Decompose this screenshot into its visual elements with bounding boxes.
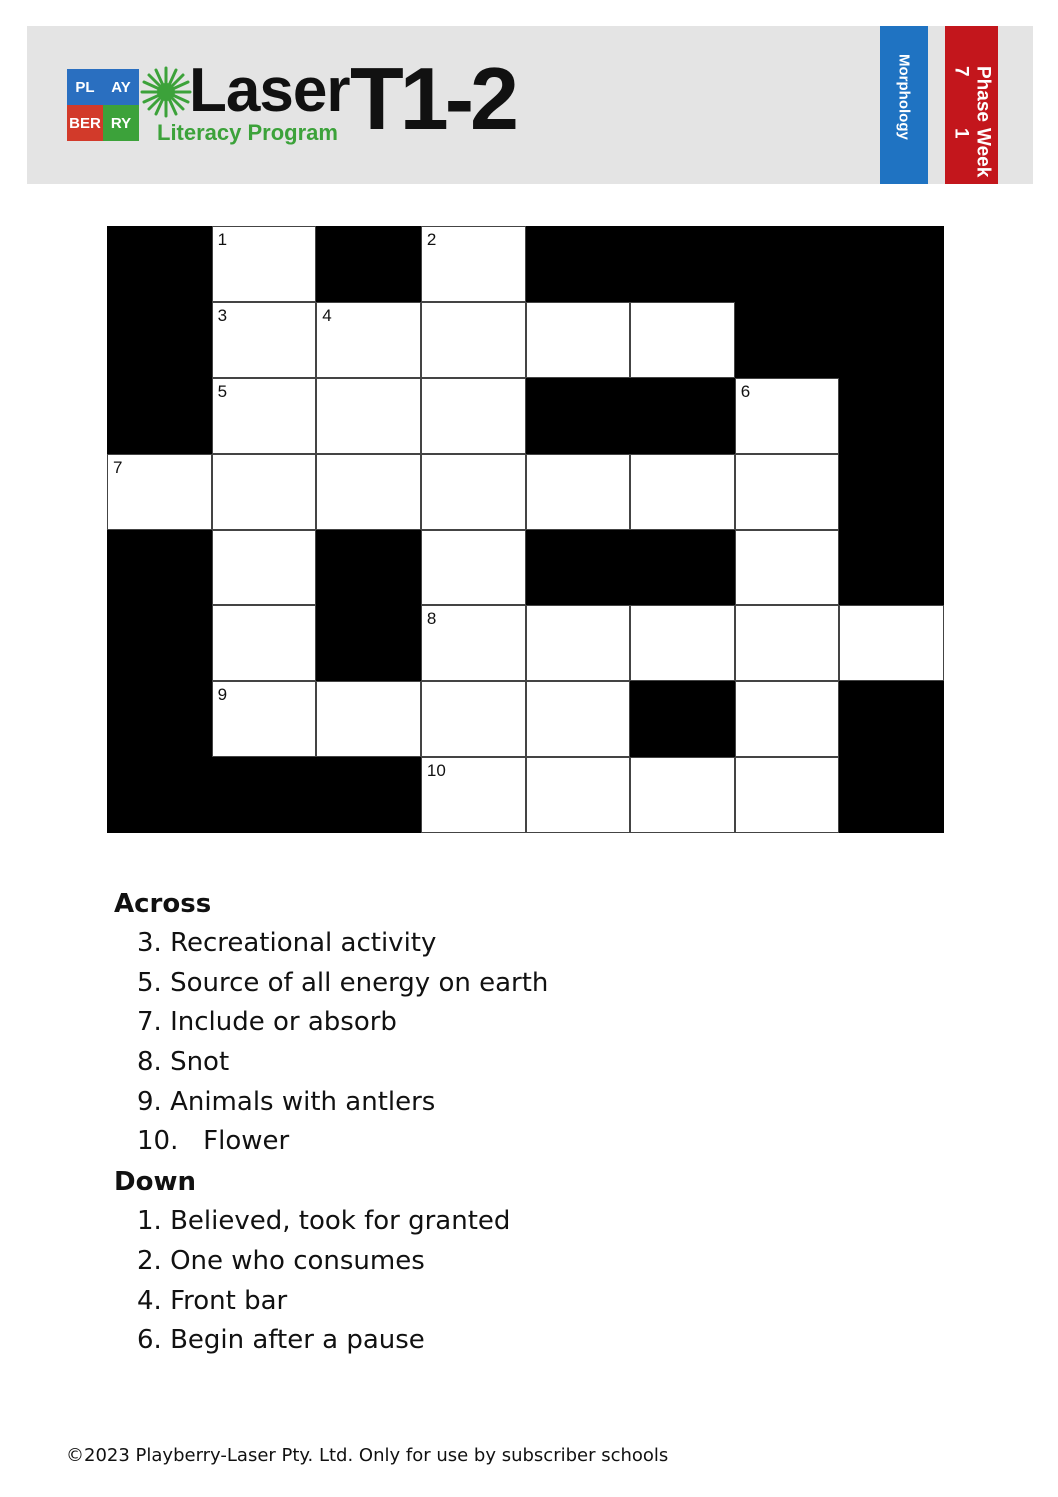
crossword-cell[interactable] bbox=[735, 378, 840, 454]
crossword-cell[interactable] bbox=[421, 454, 526, 530]
crossword-block bbox=[107, 378, 212, 454]
brand-name: Laser bbox=[189, 56, 350, 125]
across-clue: 10. Flower bbox=[137, 1126, 290, 1157]
crossword-cell[interactable] bbox=[421, 302, 526, 378]
clue-number: 5 bbox=[217, 381, 228, 401]
crossword-block bbox=[526, 530, 631, 606]
logo-piece: AY bbox=[103, 69, 139, 105]
crossword-cell[interactable] bbox=[526, 605, 631, 681]
crossword-cell[interactable] bbox=[421, 681, 526, 757]
crossword-block bbox=[630, 226, 735, 302]
crossword-cell[interactable] bbox=[630, 302, 735, 378]
down-clue: 2. One who consumes bbox=[137, 1245, 425, 1276]
crossword-cell[interactable] bbox=[630, 757, 735, 833]
crossword-cell[interactable] bbox=[735, 757, 840, 833]
logo-piece: BER bbox=[67, 105, 103, 141]
crossword-block bbox=[107, 681, 212, 757]
clue-number: 8 bbox=[426, 609, 437, 629]
clue-number: 3 bbox=[217, 305, 228, 325]
down-clue: 6. Begin after a pause bbox=[137, 1325, 425, 1356]
crossword-block bbox=[839, 530, 944, 606]
crossword-block bbox=[316, 605, 421, 681]
brand-subtitle: Literacy Program bbox=[157, 120, 338, 145]
crossword-block bbox=[212, 757, 317, 833]
crossword-block bbox=[735, 302, 840, 378]
crossword-block bbox=[839, 454, 944, 530]
crossword-cell[interactable] bbox=[630, 605, 735, 681]
crossword-cell[interactable] bbox=[421, 757, 526, 833]
crossword-cell[interactable] bbox=[526, 302, 631, 378]
crossword-cell[interactable] bbox=[316, 454, 421, 530]
crossword-block bbox=[107, 757, 212, 833]
crossword-cell[interactable] bbox=[735, 454, 840, 530]
topic-tab-label: Morphology bbox=[895, 54, 913, 140]
clue-number: 2 bbox=[426, 230, 437, 249]
crossword-block bbox=[839, 681, 944, 757]
clue-number: 4 bbox=[322, 305, 332, 325]
across-clue: 9. Animals with antlers bbox=[137, 1086, 436, 1117]
crossword-cell[interactable] bbox=[839, 605, 944, 681]
crossword-cell[interactable] bbox=[421, 605, 526, 681]
crossword-cell[interactable] bbox=[735, 681, 840, 757]
clue-list bbox=[114, 884, 914, 1361]
crossword-block bbox=[839, 378, 944, 454]
crossword-block bbox=[107, 530, 212, 606]
crossword-cell[interactable] bbox=[421, 226, 526, 302]
playberry-logo bbox=[67, 69, 139, 141]
topic-tab bbox=[880, 26, 928, 184]
across-clue: 5. Source of all energy on earth bbox=[137, 967, 549, 998]
crossword-cell[interactable] bbox=[630, 454, 735, 530]
across-clue: 3. Recreational activity bbox=[137, 928, 437, 958]
crossword-cell[interactable] bbox=[212, 226, 317, 302]
level-label: T1-2 bbox=[350, 49, 515, 148]
crossword-grid bbox=[107, 226, 944, 833]
across-heading: Across bbox=[114, 889, 212, 919]
crossword-cell[interactable] bbox=[735, 605, 840, 681]
crossword-cell[interactable] bbox=[526, 681, 631, 757]
crossword-block bbox=[839, 226, 944, 302]
clue-number: 1 bbox=[217, 230, 228, 249]
crossword-cell[interactable] bbox=[316, 302, 421, 378]
crossword-block bbox=[107, 302, 212, 378]
crossword-block bbox=[839, 757, 944, 833]
crossword-cell[interactable] bbox=[316, 378, 421, 454]
crossword-cell[interactable] bbox=[212, 681, 317, 757]
crossword-block bbox=[107, 605, 212, 681]
crossword-block bbox=[107, 226, 212, 302]
down-heading: Down bbox=[114, 1167, 196, 1198]
logo-piece: PL bbox=[67, 69, 103, 105]
phase-tab bbox=[945, 26, 998, 184]
copyright-footer: ©2023 Playberry-Laser Pty. Ltd. Only for use by subscriber schools bbox=[66, 1445, 669, 1466]
crossword-block bbox=[630, 378, 735, 454]
phase-tab-line2: Week 1 bbox=[950, 127, 994, 178]
crossword-cell[interactable] bbox=[107, 454, 212, 530]
down-clue: 4. Front bar bbox=[137, 1285, 288, 1316]
crossword-cell[interactable] bbox=[212, 454, 317, 530]
clue-number: 9 bbox=[217, 685, 228, 705]
logo-piece: RY bbox=[103, 105, 139, 141]
crossword-block bbox=[526, 226, 631, 302]
crossword-cell[interactable] bbox=[212, 302, 317, 378]
crossword-block bbox=[316, 757, 421, 833]
crossword-cell[interactable] bbox=[212, 378, 317, 454]
crossword-cell[interactable] bbox=[316, 681, 421, 757]
crossword-cell[interactable] bbox=[526, 454, 631, 530]
crossword-cell[interactable] bbox=[735, 530, 840, 606]
crossword-cell[interactable] bbox=[212, 605, 317, 681]
crossword-block bbox=[630, 681, 735, 757]
crossword-block bbox=[839, 302, 944, 378]
crossword-cell[interactable] bbox=[212, 530, 317, 606]
crossword-block bbox=[735, 226, 840, 302]
across-clue: 7. Include or absorb bbox=[137, 1007, 397, 1038]
across-clue: 8. Snot bbox=[137, 1047, 230, 1078]
header-banner bbox=[27, 26, 1033, 184]
phase-tab-line1: Phase 7 bbox=[950, 66, 994, 122]
crossword-cell[interactable] bbox=[421, 378, 526, 454]
crossword-block bbox=[630, 530, 735, 606]
clue-number: 6 bbox=[740, 381, 751, 401]
laser-burst-icon bbox=[140, 66, 192, 118]
crossword-cell[interactable] bbox=[526, 757, 631, 833]
down-clue: 1. Believed, took for granted bbox=[137, 1206, 511, 1237]
clue-number: 7 bbox=[113, 457, 123, 477]
crossword-block bbox=[526, 378, 631, 454]
crossword-block bbox=[316, 530, 421, 606]
clue-number: 10 bbox=[426, 761, 446, 781]
crossword-cell[interactable] bbox=[421, 530, 526, 606]
crossword-block bbox=[316, 226, 421, 302]
